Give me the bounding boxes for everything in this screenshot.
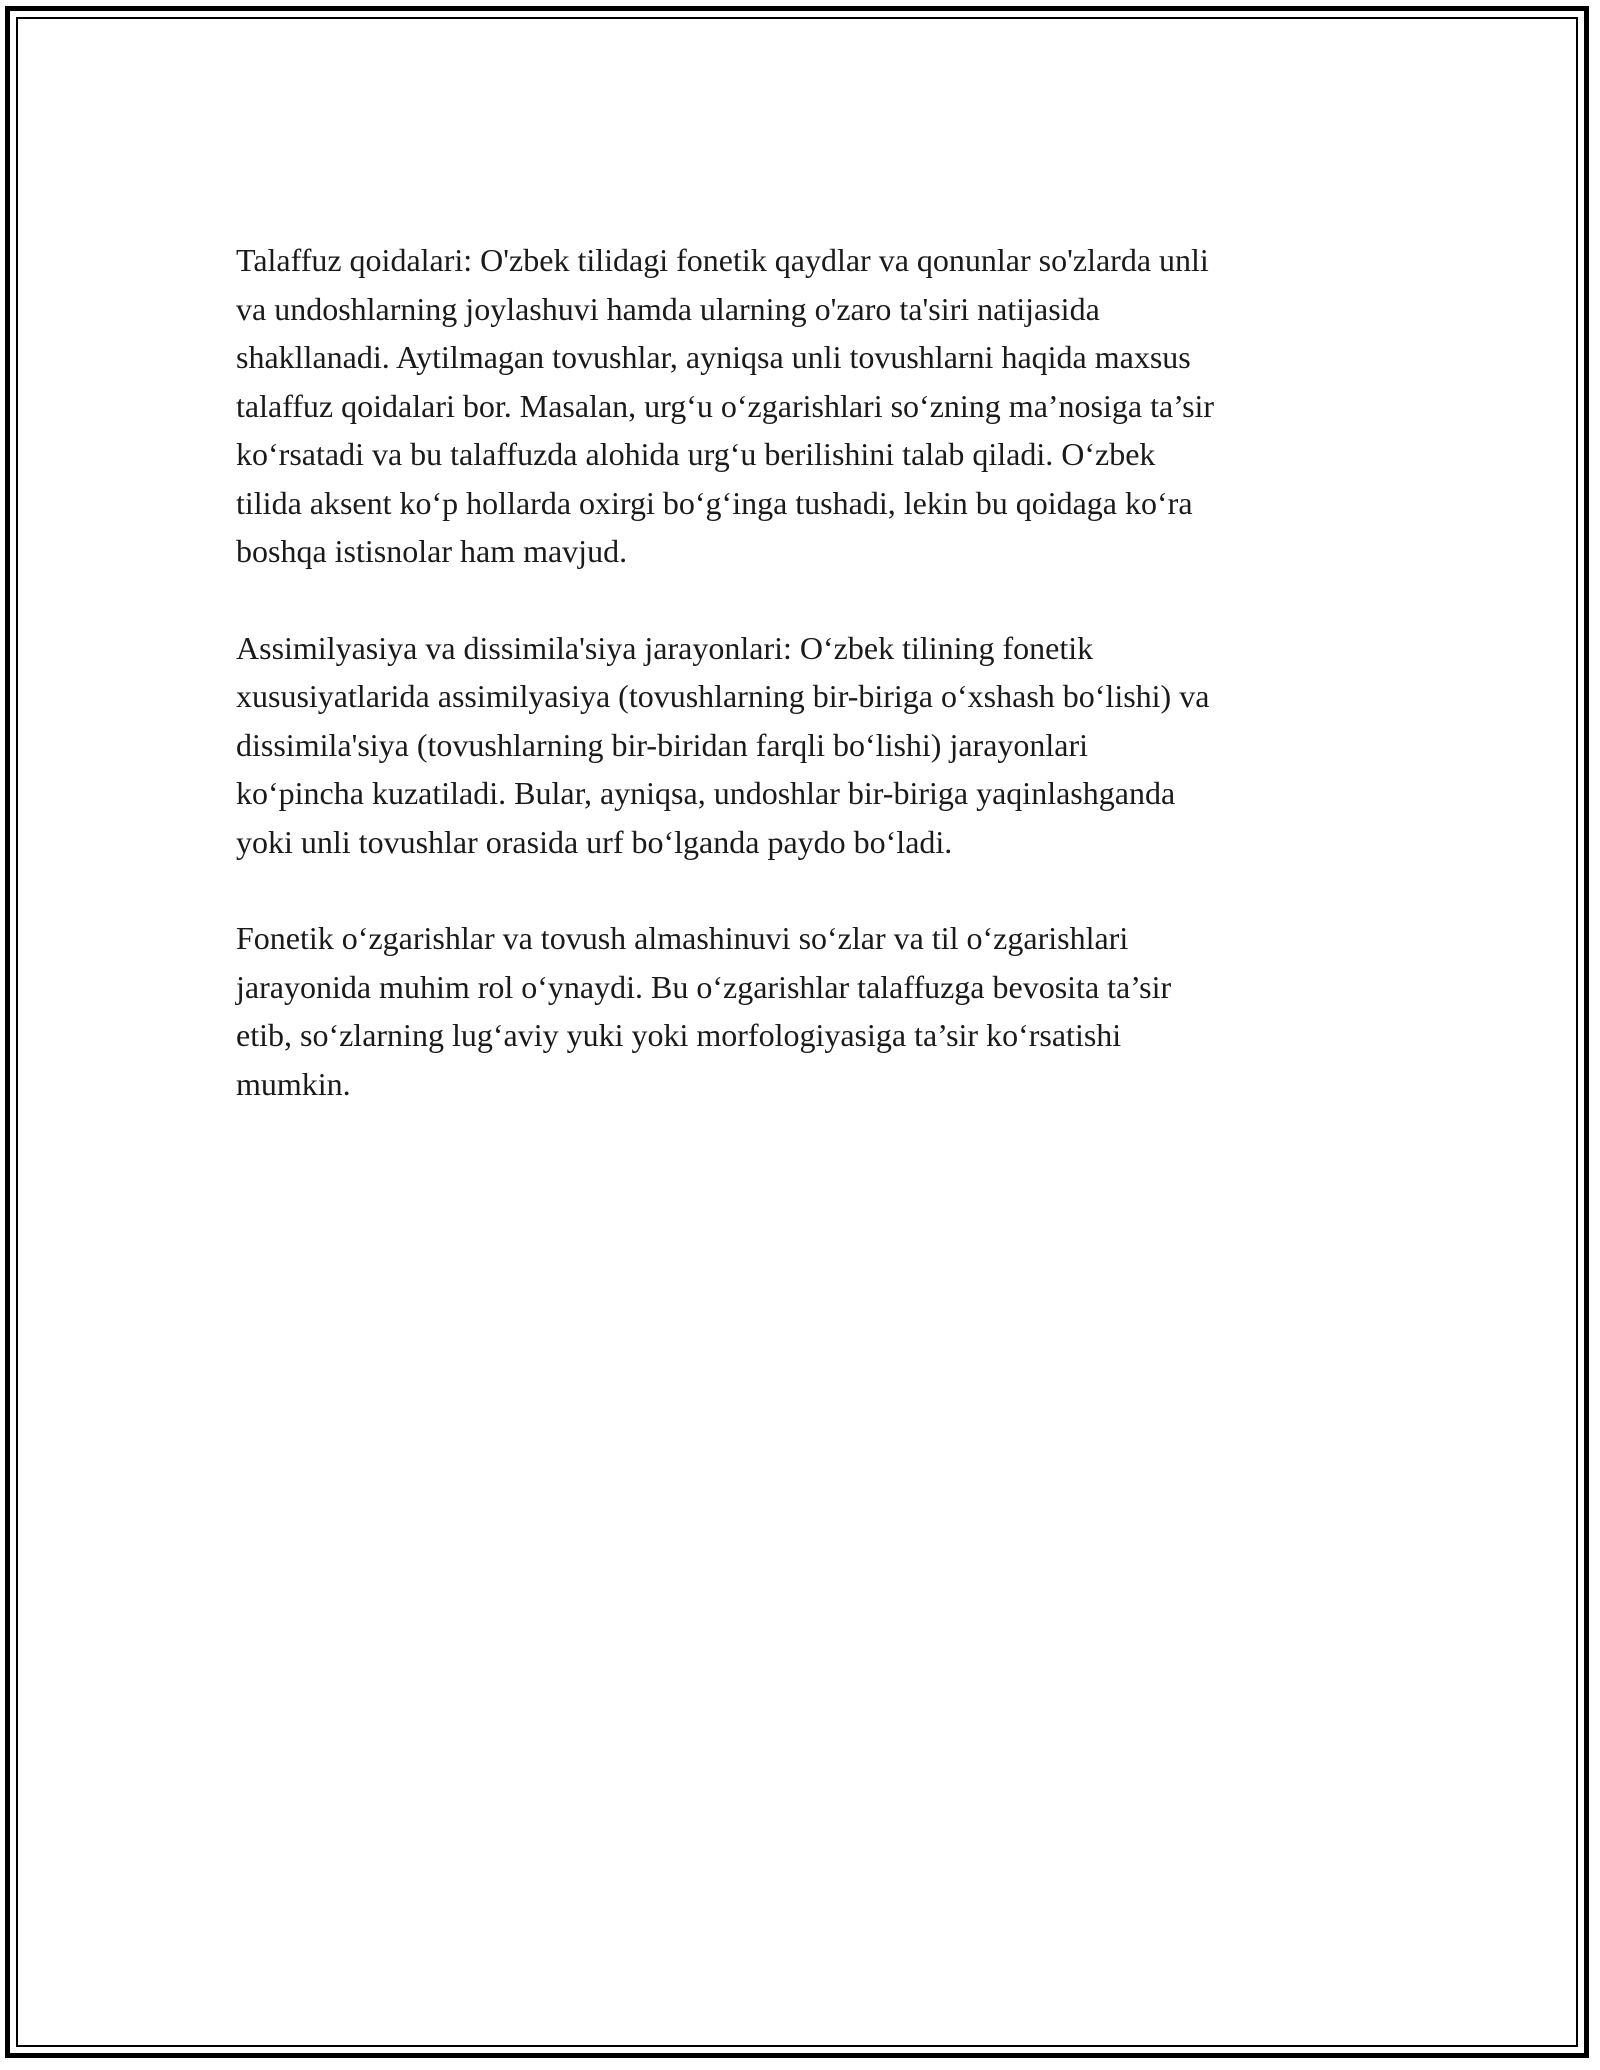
paragraph-fonetik-ozgarishlar: Fonetik o‘zgarishlar va tovush almashinuvi so‘zlar va til o‘zgarishlari jarayonida muhim rol o‘ynaydi. Bu o‘zgarishlar talaffuzga bevosita ta’sir etib, so‘zlarning lug‘aviy yuki yoki morfologiyasiga ta’sir ko‘rsatishi mumkin.: [236, 920, 1172, 1102]
paragraph-assimilyasiya: Assimilyasiya va dissimila'siya jarayonlari: O‘zbek tilining fonetik xususiyatlarida assimilyasiya (tovushlarning bir-biriga o‘xshash bo‘lishi) va dissimila'siya (tovushlarning bir-biridan farqli bo‘lishi) jarayonlari ko‘pincha kuzatiladi. Bular, ayniqsa, undoshlar bir-biriga yaqinlashganda yoki unli tovushlar orasida urf bo‘lganda paydo bo‘ladi.: [236, 629, 1210, 860]
paragraph-talaffuz-qoidalari: Talaffuz qoidalari: O'zbek tilidagi fonetik qaydlar va qonunlar so'zlarda unli va undoshlarning joylashuvi hamda ularning o'zaro ta'siri natijasida shakllanadi. Aytilmagan tovushlar, ayniqsa unli tovushlarni haqida maxsus talaffuz qoidalari bor. Masalan, urg‘u o‘zgarishlari so‘zning ma’nosiga ta’sir ko‘rsatadi va bu talaffuzda alohida urg‘u berilishini talab qiladi. O‘zbek tilida aksent ko‘p hollarda oxirgi bo‘g‘inga tushadi, lekin bu qoidaga ko‘ra boshqa istisnolar ham mavjud.: [236, 242, 1215, 569]
document-body: [236, 236, 1376, 1156]
